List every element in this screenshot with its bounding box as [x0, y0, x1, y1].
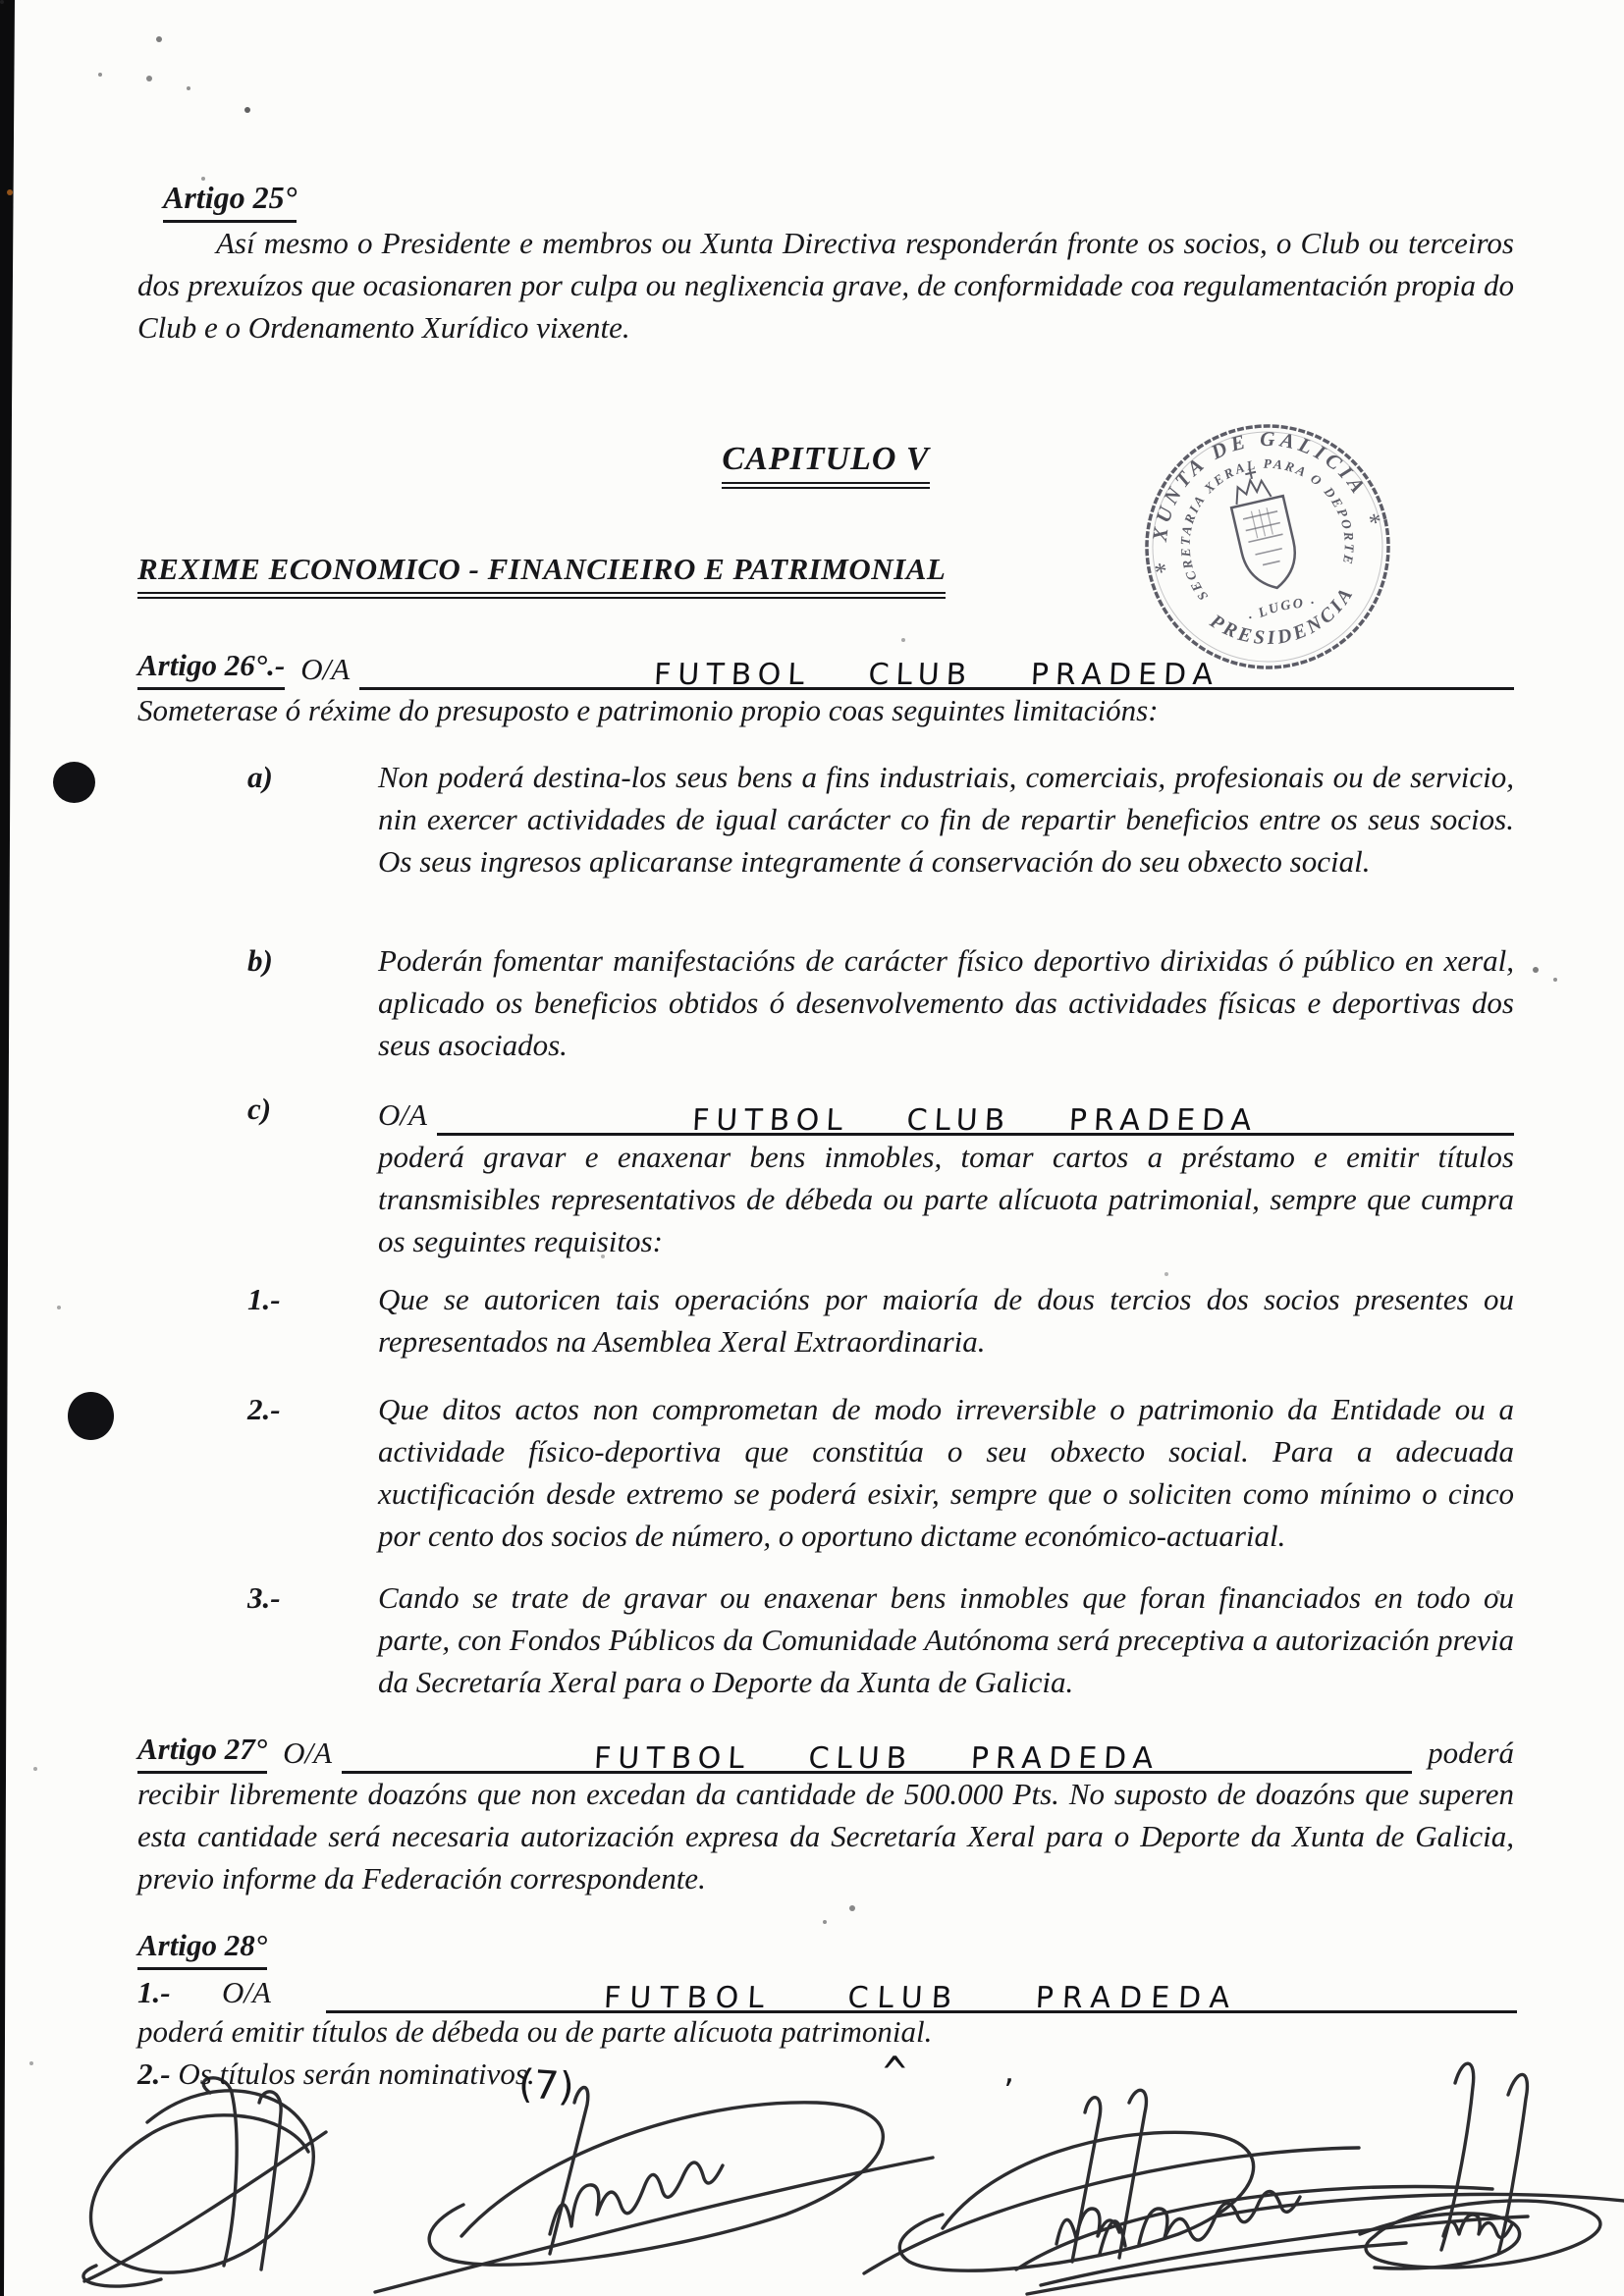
- signature-3: [864, 2090, 1359, 2273]
- seal-text-presidencia: PRESIDENCIA: [1206, 581, 1359, 650]
- item-c-oa: O/A: [378, 1097, 427, 1132]
- item-b-text: Poderán fomentar manifestacións de carácter físico deportivo dirixidas ó público en xeral, aplicado os beneficios obtidos ó desenvolvemento das actividades físicas e deportivas dos seus asociados.: [378, 943, 1514, 1062]
- seal-text-xunta: XUNTA DE GALICIA: [1147, 426, 1373, 543]
- article-28-item-1-body: poderá emitir títulos de débeda ou de parte alícuota patrimonial.: [137, 2014, 933, 2049]
- article-28-fill-line: [326, 1965, 1517, 2013]
- item-c-handwritten-club-name: FUTBOL CLUB PRADEDA: [691, 1103, 1260, 1138]
- list-item-1: [247, 1278, 1514, 1362]
- list-item-b: [247, 939, 1514, 1066]
- article-26-intro: Someterase ó réxime do presuposto e patrimonio propio coas seguintes limitacións:: [137, 693, 1159, 727]
- item-b-marker: b): [247, 943, 273, 978]
- article-27-body: recibir libremente doazóns que non excedan da cantidade de 500.000 Pts. No suposto de doazóns que superen esta cantidade será necesaria autorización expresa da Secretaría Xeral para o Deporte da Xunta de Galicia, previo informe da Federación correspondente.: [137, 1777, 1514, 1896]
- article-28-label: Artigo 28°: [137, 1924, 267, 1970]
- item-c-marker: c): [247, 1092, 272, 1126]
- item-a-marker: a): [247, 760, 273, 794]
- list-item-3: [247, 1576, 1514, 1703]
- req-1-text: Que se autoricen tais operacións por maioría de dous tercios dos socios presentes ou representados na Asemblea Xeral Extraordinaria.: [378, 1282, 1514, 1359]
- article-27-handwritten-club-name: FUTBOL CLUB PRADEDA: [593, 1741, 1162, 1776]
- article-27-fill-line: [342, 1726, 1412, 1774]
- list-item-2: [247, 1388, 1514, 1557]
- handwritten-page-number: (7): [516, 2061, 576, 2110]
- seal-star-left: *: [1150, 557, 1170, 588]
- list-item-c: [247, 1088, 1514, 1262]
- article-27-oa: O/A: [283, 1735, 333, 1770]
- article-25-body: Así mesmo o Presidente e membros ou Xunta Directiva responderán fronte os socios, o Club ou terceiros dos prexuízos que ocasionaren por culpa ou neglixencia grave, de conformidade coa regulamentación propia do Club e o Ordenamento Xurídico vixente.: [137, 226, 1514, 345]
- seal-star-right: *: [1365, 507, 1384, 538]
- req-2-text: Que ditos actos non comprometan de modo irreversible o patrimonio da Entidade ou a actividade físico-deportiva que constitúa o seu obxecto social. Para a adecuada xuctificación desde extremo se poderá esixir, sempre que o soliciten como mínimo o cinco por cento dos socios de número, o oportuno dictame económico-actuarial.: [378, 1392, 1514, 1553]
- hole-punch-mark: [53, 762, 95, 803]
- signature-5: [1216, 2063, 1624, 2268]
- list-item-a: [247, 756, 1514, 882]
- signature-2: [375, 2088, 933, 2293]
- article-28-item-1-marker: 1.-: [137, 1975, 171, 2009]
- item-c-text: poderá gravar e enaxenar bens inmobles, tomar cartos a préstamo e emitir títulos transmisibles representativos de débeda ou parte alícuota patrimonial, sempre que cumpra os seguintes requisitos:: [378, 1140, 1514, 1258]
- article-28-item-2-body: Os títulos serán nominativos.: [178, 2056, 535, 2091]
- signature-strip: [0, 2042, 1624, 2296]
- article-28-oa: O/A: [222, 1975, 271, 2009]
- article-27-suffix: poderá: [1428, 1735, 1514, 1770]
- pen-tick-mark: ’: [1003, 2072, 1014, 2111]
- article-26-label: Artigo 26°.-: [137, 644, 285, 690]
- seal-text-lugo: · LUGO ·: [1245, 596, 1317, 626]
- signature-4: [1016, 2187, 1528, 2294]
- article-28-item-2-marker: 2.-: [137, 2056, 171, 2091]
- seal-text-secretaria: SECRETARIA XERAL PARA O DEPORTE: [1177, 455, 1357, 604]
- article-26-fill-line: [359, 642, 1514, 690]
- req-2-marker: 2.-: [247, 1392, 281, 1426]
- section-heading-rexime: REXIME ECONOMICO - FINANCIEIRO E PATRIMONIAL: [137, 548, 946, 599]
- hole-punch-mark: [68, 1392, 114, 1440]
- seal-crest-icon: [1223, 462, 1303, 594]
- article-27-label: Artigo 27°: [137, 1728, 267, 1774]
- req-3-text: Cando se trate de gravar ou enaxenar bens inmobles que foran financiados en todo ou parte, con Fondos Públicos da Comunidade Autónoma será preceptiva a autorización previa da Secretaría Xeral para o Deporte da Xunta de Galicia.: [378, 1580, 1514, 1699]
- article-28-handwritten-club-name: FUTBOL CLUB PRADEDA: [603, 1981, 1240, 2015]
- scan-edge-artifact: [0, 0, 18, 2296]
- article-26-handwritten-club-name: FUTBOL CLUB PRADEDA: [653, 658, 1221, 692]
- article-26-oa: O/A: [300, 652, 351, 686]
- scan-speckles: [0, 0, 4, 4]
- signature-1: [83, 2078, 326, 2286]
- article-25-heading: Artigo 25°: [163, 177, 297, 223]
- req-3-marker: 3.-: [247, 1580, 281, 1615]
- caret-mark: ^: [881, 2048, 909, 2100]
- chapter-title: CAPITULO V: [722, 438, 929, 489]
- req-1-marker: 1.-: [247, 1282, 281, 1316]
- item-a-text: Non poderá destina-los seus bens a fins industriais, comerciais, profesionais ou de servicio, nin exercer actividades de igual carácter co fin de repartir beneficios entre os seus socios. Os seus ingresos aplicaranse integramente á conservación do seu obxecto social.: [378, 760, 1514, 879]
- item-c-fill-line: [437, 1088, 1514, 1136]
